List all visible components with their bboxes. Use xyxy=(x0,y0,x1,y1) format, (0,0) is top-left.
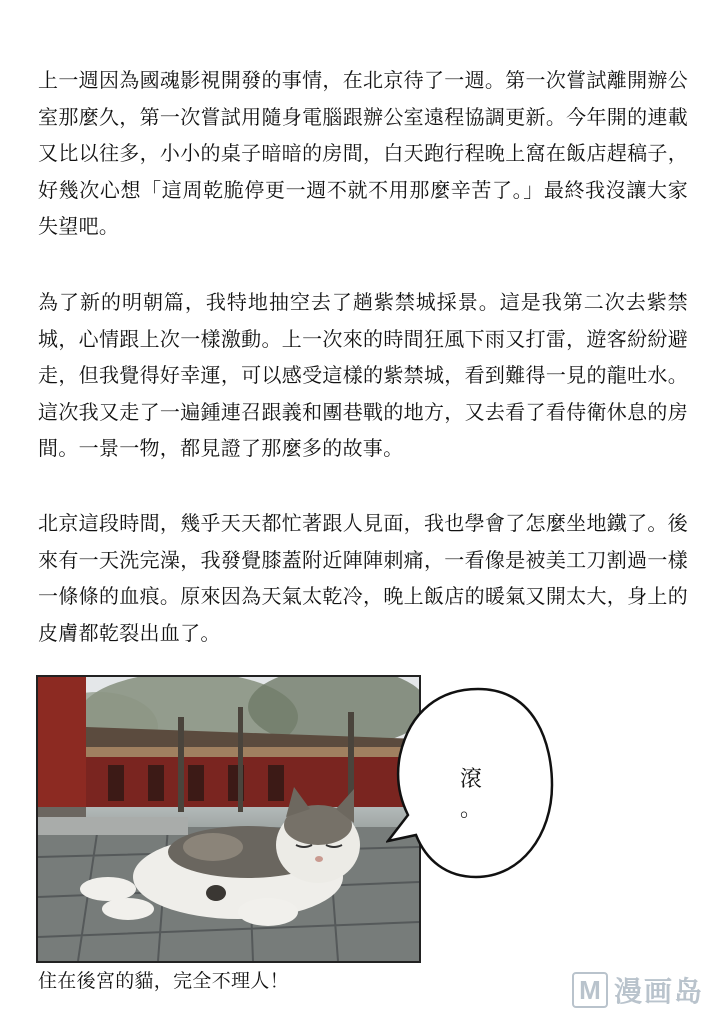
watermark-logo-icon: M xyxy=(572,972,608,1008)
cat-photo-illustration xyxy=(38,677,419,961)
paragraph-1: 上一週因為國魂影視開發的事情，在北京待了一週。第一次嘗試離開辦公室那麼久，第一次嘗試用隨身電腦跟辦公室遠程協調更新。今年開的連載又比以往多，小小的桌子暗暗的房間，白天跑行程晚上窩在飯店趕稿子，好幾次心想「這周乾脆停更一週不就不用那麼辛苦了。」最終我沒讓大家失望吧。 xyxy=(38,68,688,238)
watermark-text: 漫画岛 xyxy=(614,975,705,1008)
speech-bubble-text: 滾 。 xyxy=(459,767,482,822)
watermark xyxy=(572,970,704,1010)
speech-bubble xyxy=(386,685,554,881)
cat-photo xyxy=(36,675,421,963)
paragraph-2: 為了新的明朝篇，我特地抽空去了趟紫禁城採景。這是我第二次去紫禁城，心情跟上次一樣激動。上一次來的時間狂風下雨又打雷，遊客紛紛避走，但我覺得好幸運，可以感受這樣的紫禁城，看到難得一見的龍吐水。這次我又走了一遍鍾連召跟義和團巷戰的地方，又去看了看侍衛休息的房間。一景一物，都見證了那麼多的故事。 xyxy=(38,290,688,460)
paragraph-3: 北京這段時間，幾乎天天都忙著跟人見面，我也學會了怎麼坐地鐵了。後來有一天洗完澡，我發覺膝蓋附近陣陣刺痛，一看像是被美工刀割過一樣一條條的血痕。原來因為天氣太乾冷，晚上飯店的暖氣又開太大，身上的皮膚都乾裂出血了。 xyxy=(38,511,688,645)
photo-caption: 住在後宮的貓，完全不理人！ xyxy=(38,970,289,992)
